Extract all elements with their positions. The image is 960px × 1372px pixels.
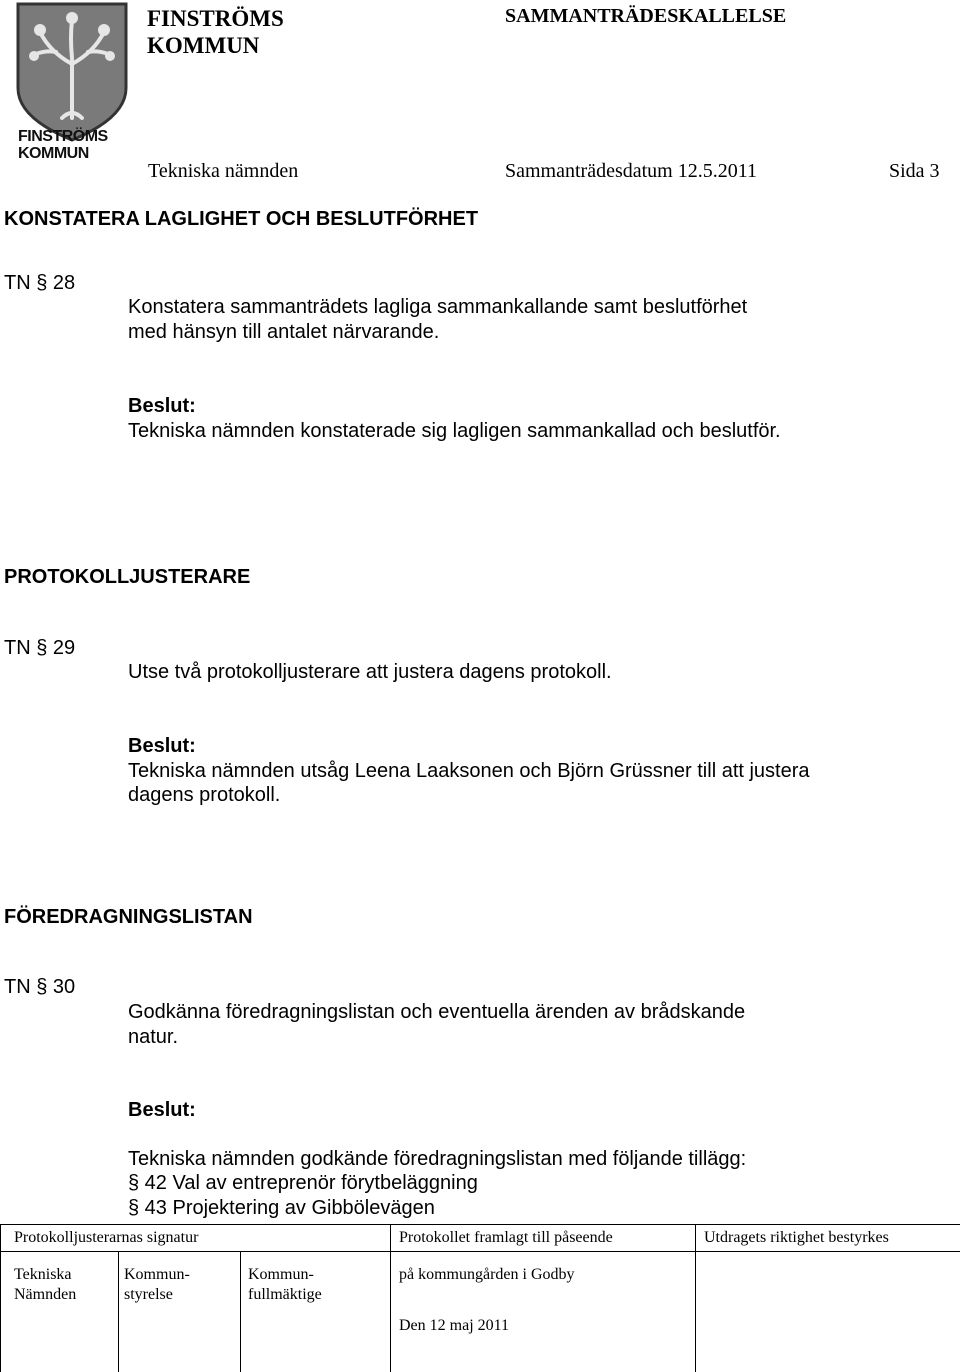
decision-text: § 42 Val av entreprenör förytbeläggning [128, 1172, 478, 1194]
signature-column-board [124, 1265, 190, 1305]
decision-label: Beslut: [128, 395, 196, 417]
text-line: Godkänna föredragningslistan och eventuella ärenden av brådskande [128, 1001, 746, 1023]
signature-column-council [248, 1265, 322, 1305]
case-description [128, 660, 612, 685]
decision-text: Tekniska nämnden utsåg Leena Laaksonen och Björn Grüssner till att justera [128, 759, 810, 782]
decision-block [128, 394, 781, 443]
logo-text-line2: KOMMUN [18, 145, 89, 162]
column-label-line: Nämnden [14, 1286, 77, 1303]
logo-text-line1: FINSTRÖMS [18, 128, 108, 145]
section-heading: FÖREDRAGNINGSLISTAN [4, 906, 253, 928]
certify-header: Utdragets riktighet bestyrkes [704, 1229, 889, 1246]
meeting-info-line [148, 160, 943, 186]
text-line: Utse två protokolljusterare att justera dagens protokoll. [128, 661, 612, 683]
column-label-line: Tekniska [14, 1266, 72, 1283]
display-date: Den 12 maj 2011 [399, 1317, 510, 1334]
decision-text: § 43 Projektering av Gibbölevägen [128, 1196, 435, 1219]
section-heading: PROTOKOLLJUSTERARE [4, 566, 251, 588]
signature-table [0, 1222, 960, 1372]
column-label-line: fullmäktige [248, 1286, 322, 1303]
meeting-date: Sammanträdesdatum 12.5.2011 [505, 160, 757, 182]
text-line: Konstatera sammanträdets lagliga sammankallande samt beslutförhet [128, 296, 748, 318]
section-heading: KONSTATERA LAGLIGHET OCH BESLUTFÖRHET [4, 208, 479, 230]
column-label-line: Kommun- [248, 1266, 314, 1283]
text-line: natur. [128, 1025, 179, 1048]
signature-column-committee [14, 1265, 76, 1305]
document-type: SAMMANTRÄDESKALLELSE [505, 5, 787, 27]
display-header: Protokollet framlagt till påseende [399, 1229, 613, 1246]
decision-block [128, 1098, 746, 1220]
municipality-logo [10, 0, 132, 166]
decision-text: Tekniska nämnden godkände föredragningslistan med följande tillägg: [128, 1147, 747, 1170]
committee-name: Tekniska nämnden [148, 160, 299, 182]
case-number: TN § 30 [4, 976, 76, 998]
decision-block [128, 734, 810, 808]
column-label-line: Kommun- [124, 1266, 190, 1283]
organization-name-line1: FINSTRÖMS [147, 6, 284, 31]
page-number: Sida 3 [889, 160, 940, 182]
text-line: med hänsyn till antalet närvarande. [128, 320, 440, 343]
column-label-line: styrelse [124, 1286, 173, 1303]
decision-label: Beslut: [128, 735, 196, 757]
organization-name-line2: KOMMUN [147, 33, 260, 58]
case-number: TN § 29 [4, 637, 76, 659]
organization-name [147, 5, 284, 59]
decision-text: dagens protokoll. [128, 784, 281, 806]
decision-text: Tekniska nämnden konstaterade sig lagligen sammankallad och beslutför. [128, 419, 781, 442]
case-number: TN § 28 [4, 272, 76, 294]
display-place: på kommungården i Godby [399, 1266, 575, 1283]
case-description [128, 1000, 745, 1049]
case-description [128, 295, 747, 344]
decision-label: Beslut: [128, 1099, 196, 1121]
signature-header: Protokolljusterarnas signatur [14, 1229, 199, 1246]
